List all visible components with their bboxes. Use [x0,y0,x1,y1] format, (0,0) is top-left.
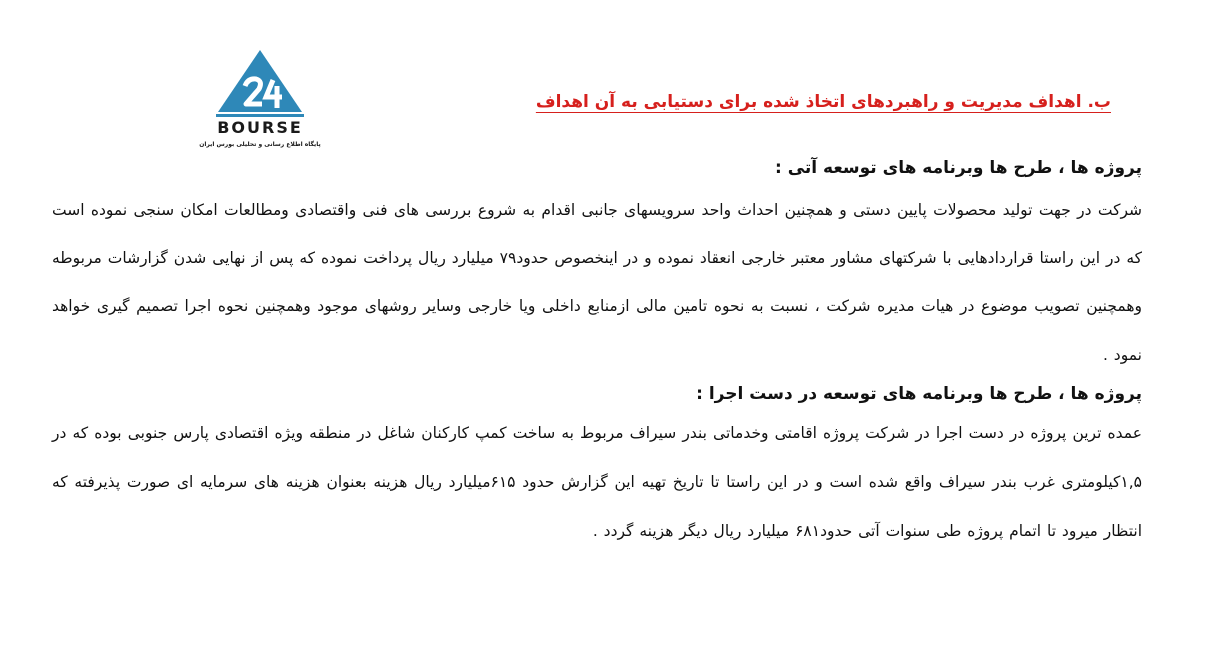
ongoing-projects-heading: پروژه ها ، طرح ها وبرنامه های توسعه در دست اجرا : [696,383,1142,404]
logo-tagline: پایگاه اطلاع رسانی و تحلیلی بورس ایران [199,141,321,148]
ongoing-projects-section [52,379,1142,556]
document-body [52,150,1142,556]
future-projects-heading: پروژه ها ، طرح ها وبرنامه های توسعه آتی : [774,158,1142,178]
logo-brand-text: BOURSE [217,118,303,137]
future-projects-section [52,150,1142,379]
section-title: ب. اهداف مدیریت و راهبردهای اتخاذ شده برای دستیابی به آن اهداف [535,92,1111,112]
future-projects-paragraph: شرکت در جهت تولید محصولات پایین دستی و همچنین احداث واحد سرویسهای جانبی اقدام به شروع بررسی های فنی واقتصادی ومطالعات امکان سنجی نموده است که در این راستا قراردادهایی با شرکتهای مشاور معتبر خارجی انعقاد نموده و در اینخصوص حدود۷۹ میلیارد ریال پرداخت نموده که پس از نهایی شدن گزارشات مربوطه وهمچنین تصویب موضوع در هیات مدیره شرکت ، نسبت به نحوه تامین مالی ازمنابع داخلی ویا خارجی وسایر روشهای موجود وهمچنین نحوه اجرا تصمیم گیری خواهد نمود . [52,201,1143,364]
ongoing-projects-paragraph: عمده ترین پروژه در دست اجرا در شرکت پروژه اقامتی وخدماتی بندر سیراف مربوط به ساخت کمپ کارکنان شاغل در منطقه ویژه اقتصادی پارس جنوبی بوده که در ۱,۵کیلومتری غرب بندر سیراف واقع شده است و در این راستا تا تاریخ تهیه این گزارش حدود ۶۱۵میلیارد ریال هزینه بعنوان هزینه های سرمایه ای صورت پذیرفته که انتظار میرود تا اتمام پروژه طی سنوات آتی حدود۶۸۱ میلیارد ریال دیگر هزینه گردد . [52,423,1142,540]
bourse-24-logo-icon [196,30,324,156]
bourse-logo [196,30,324,156]
